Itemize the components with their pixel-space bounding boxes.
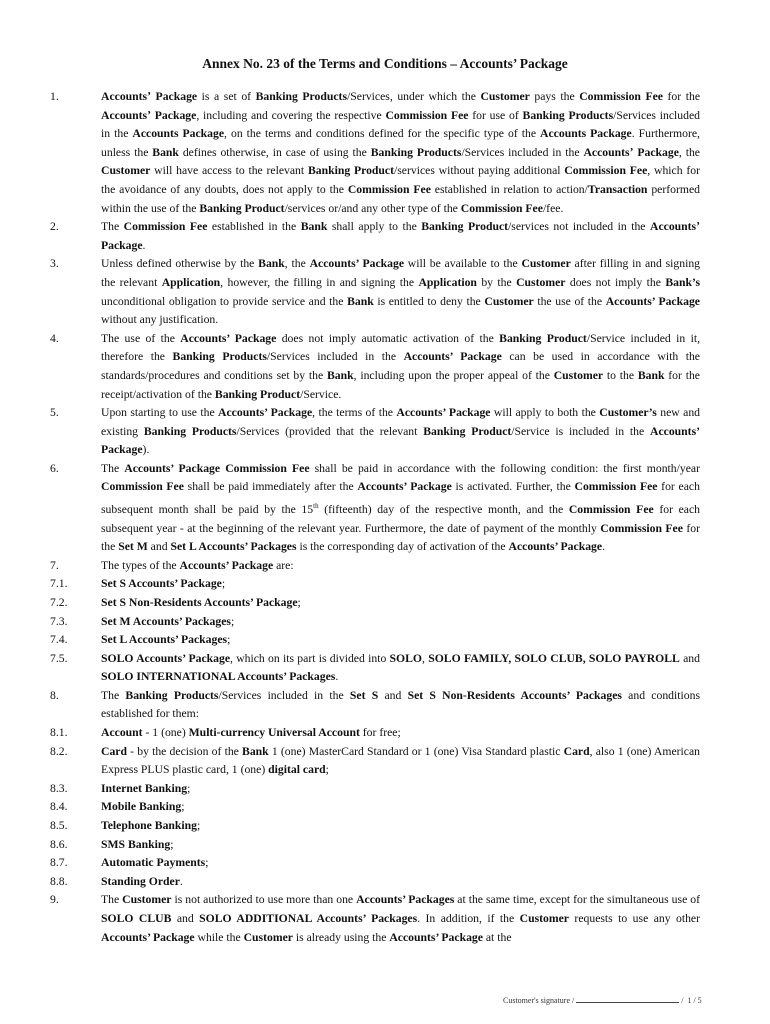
clause-text: SOLO Accounts’ Package, which on its part is divided into SOLO, SOLO FAMILY, SOLO CLUB, SOLO PAYROLL and SOLO INTERNATIONAL Accounts’ Packages. [101, 651, 700, 684]
clause-text: Set S Accounts’ Package; [101, 577, 226, 591]
clause-item [50, 836, 700, 855]
clause-number: 7. [50, 558, 59, 572]
clause-item [50, 88, 700, 218]
clause-text: Unless defined otherwise by the Bank, the Accounts’ Package will be available to the Customer after filling in and signing the relevant Application, however, the filling in and signing the Application by the Customer does not imply the Bank’s unconditional obligation to provide service and the Bank is entitled to deny the Customer the use of the Accounts’ Package without any justification. [101, 257, 701, 327]
clause-text: Account - 1 (one) Multi-currency Universal Account for free; [101, 726, 401, 740]
clause-item [50, 631, 700, 650]
clause-text: SMS Banking; [101, 837, 174, 851]
clause-item [50, 218, 700, 255]
page-separator: / [681, 996, 684, 1005]
clause-text: Set S Non-Residents Accounts’ Package; [101, 595, 301, 609]
clause-number: 7.2. [50, 595, 68, 609]
clause-item [50, 650, 700, 687]
clause-item [50, 817, 700, 836]
terms-list [50, 88, 700, 947]
page-number: 1 / 5 [687, 996, 702, 1005]
clause-number: 4. [50, 331, 59, 345]
clause-number: 7.4. [50, 633, 68, 647]
clause-text: Standing Order. [101, 874, 183, 888]
clause-item [50, 594, 700, 613]
clause-text: Internet Banking; [101, 781, 191, 795]
document-title: Annex No. 23 of the Terms and Conditions – Accounts’ Package [202, 56, 568, 71]
clause-text: Set L Accounts’ Packages; [101, 633, 231, 647]
clause-item [50, 460, 700, 557]
clause-text: Set M Accounts’ Packages; [101, 614, 235, 628]
clause-text: Automatic Payments; [101, 856, 209, 870]
clause-item [50, 724, 700, 743]
clause-item [50, 743, 700, 780]
page-footer [503, 996, 702, 1005]
clause-text: The Commission Fee established in the Bank shall apply to the Banking Product/services not included in the Accountsʼ Package. [101, 220, 700, 252]
clause-text: The types of the Accounts’ Package are: [101, 558, 294, 572]
clause-item [50, 780, 700, 799]
clause-text: Accountsʼ Package is a set of Banking Products/Services, under which the Customer pays the Commission Fee for the Accountsʼ Package, including and covering the respective Commission Fee for use of Banking Products/Services included in the Accounts Package, on the terms and conditions defined for the specific type of the Accounts Package. Furthermore, unless the Bank defines otherwise, in case of using the Banking Products/Services included in the Accountsʼ Package, the Customer will have access to the relevant Banking Product/services without paying additional Commission Fee, which for the avoidance of any doubts, does not apply to the Commission Fee established in relation to action/Transaction performed within the use of the Banking Product/services or/and any other type of the Commission Fee/fee. [101, 90, 701, 215]
clause-number: 6. [50, 461, 59, 475]
clause-number: 8.8. [50, 874, 68, 888]
clause-number: 7.3. [50, 614, 68, 628]
clause-number: 8.6. [50, 837, 68, 851]
clause-number: 8.2. [50, 744, 68, 758]
clause-item [50, 575, 700, 594]
clause-item [50, 404, 700, 460]
clause-number: 8.1. [50, 726, 68, 740]
clause-item [50, 854, 700, 873]
clause-number: 9. [50, 893, 59, 907]
clause-item [50, 891, 700, 947]
signature-label: Customer's signature / [503, 996, 575, 1005]
clause-item [50, 330, 700, 404]
clause-number: 3. [50, 257, 59, 271]
clause-item [50, 798, 700, 817]
clause-text: The Customer is not authorized to use more than one Accounts’ Packages at the same time, except for the simultaneous use of SOLO CLUB and SOLO ADDITIONAL Accounts’ Packages. In addition, if the Customer requests to use any other Accounts’ Package while the Customer is already using the Accounts’ Package at the [101, 893, 701, 944]
clause-number: 2. [50, 220, 59, 234]
clause-number: 1. [50, 90, 59, 103]
clause-item [50, 613, 700, 632]
clause-number: 7.5. [50, 651, 68, 665]
clause-number: 8.5. [50, 819, 68, 833]
clause-item [50, 255, 700, 329]
clause-text: The use of the Accounts’ Package does not imply automatic activation of the Banking Product/Service included in it, therefore the Banking Products/Services included in the Accounts’ Package can be used in accordance with the standards/procedures and conditions set by the Bank, including upon the proper appeal of the Customer to the Bank for the receipt/activation of the Banking Product/Service. [101, 331, 701, 401]
clause-number: 8.4. [50, 800, 68, 814]
clause-text: Upon starting to use the Accounts’ Package, the terms of the Accounts’ Package will apply to both the Customer’s new and existing Banking Products/Services (provided that the relevant Banking Product/Service is included in the Accounts’ Package). [101, 406, 701, 457]
clause-text: The Accounts’ Package Commission Fee shall be paid in accordance with the following condition: the first month/year Commission Fee shall be paid immediately after the Accounts’ Package is activated. Further, the Commission Fee for each subsequent month shall be paid by the 15th (fifteenth) day of the respective month, and the Commission Fee for each subsequent year - at the beginning of the relevant year. Furthermore, the date of payment of the monthly Commission Fee for the Set M and Set L Accounts’ Packages is the corresponding day of activation of the Accounts’ Package. [101, 461, 701, 554]
clause-text: The Banking Products/Services included in the Set S and Set S Non-Residents Accounts’ Packages and conditions established for them: [101, 688, 700, 721]
clause-number: 8.3. [50, 781, 68, 795]
clause-item [50, 873, 700, 892]
clause-text: Card - by the decision of the Bank 1 (one) MasterCard Standard or 1 (one) Visa Standard plastic Card, also 1 (one) American Express PLUS plastic card, 1 (one) digital card; [101, 744, 700, 777]
clause-item [50, 687, 700, 724]
clause-number: 7.1. [50, 577, 68, 591]
clause-number: 8. [50, 688, 59, 702]
clause-text: Mobile Banking; [101, 800, 185, 814]
signature-line [576, 1002, 679, 1003]
clause-item [50, 557, 700, 576]
clause-text: Telephone Banking; [101, 819, 201, 833]
clause-number: 8.7. [50, 856, 68, 870]
clause-number: 5. [50, 406, 59, 420]
